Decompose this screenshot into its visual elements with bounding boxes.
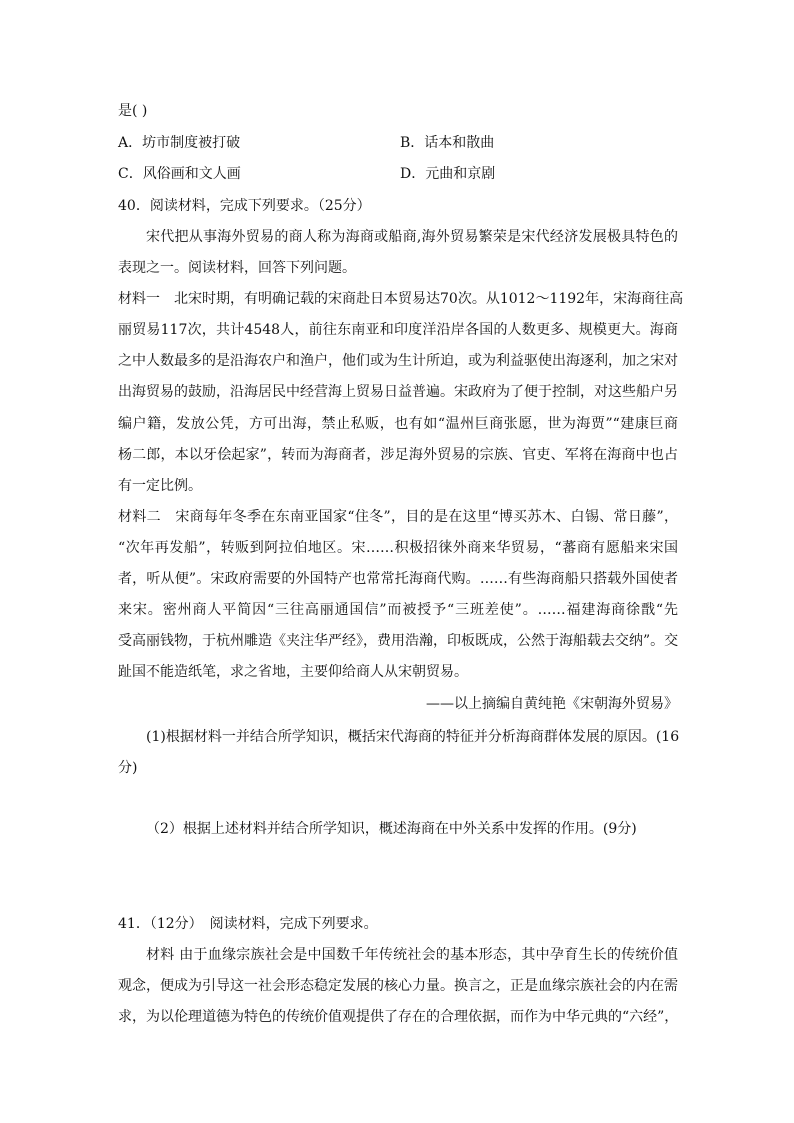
q40-intro-line-1: 宋代把从事海外贸易的商人称为海商或船商,海外贸易繁荣是宋代经济发展极具特色的 bbox=[146, 229, 678, 245]
q40-material1-line-5: 编户籍，发放公凭，方可出海，禁止私贩，也有如“温州巨商张愿，世为海贾”“建康巨商 bbox=[118, 416, 678, 432]
q41-material-line-2: 观念，便成为引导这一社会形态稳定发展的核心力量。换言之，正是血缘宗族社会的内在需 bbox=[118, 978, 678, 994]
q39-option-a: A．坊市制度被打破 bbox=[118, 135, 241, 151]
q41-material-line-1: 材料 由于血缘宗族社会是中国数千年传统社会的基本形态，其中孕育生长的传统价值 bbox=[146, 947, 678, 963]
q40-material2-line-1: 材料二 宋商每年冬季在东南亚国家“住冬”，目的是在这里“博买苏木、白锡、常日藤”， bbox=[118, 509, 678, 525]
q40-material1-line-3: 之中人数最多的是沿海农户和渔户，他们或为生计所迫，或为利益驱使出海逐利，加之宋对 bbox=[118, 353, 678, 369]
q40-material1-line-7: 有一定比例。 bbox=[118, 478, 202, 494]
q40-citation: ——以上摘编自黄纯艳《宋朝海外贸易》 bbox=[426, 696, 678, 712]
q41-material-line-3: 求，为以伦理道德为特色的传统价值观提供了存在的合理依据，而作为中华元典的“六经”， bbox=[118, 1009, 679, 1025]
q40-material2-line-4: 来宋。密州商人平简因“三往高丽通国信”而被授予“三班差使”。……福建海商徐戬“先 bbox=[118, 602, 678, 618]
q40-intro-line-2: 表现之一。阅读材料，回答下列问题。 bbox=[118, 260, 356, 276]
q40-sub1-line-1: (1)根据材料一并结合所学知识，概括宋代海商的特征并分析海商群体发展的原因。(16 bbox=[146, 729, 680, 745]
q40-sub2: （2）根据上述材料并结合所学知识，概述海商在中外关系中发挥的作用。(9分) bbox=[146, 821, 637, 837]
q40-material1-line-1: 材料一 北宋时期，有明确记载的宋商赴日本贸易达70次。从1012～1192年，宋海商往高 bbox=[118, 291, 684, 307]
q40-material1-line-4: 出海贸易的鼓励，沿海居民中经营海上贸易日益普遍。宋政府为了便于控制，对这些船户另 bbox=[118, 384, 678, 400]
q41-header: 41．（12分） 阅读材料，完成下列要求。 bbox=[118, 916, 378, 932]
q40-material1-line-6: 杨二郎，本以牙侩起家”，转而为海商者，涉足海外贸易的宗族、官吏、军将在海商中也占 bbox=[118, 447, 678, 463]
q40-material2-line-6: 趾国不能造纸笔，求之省地，主要仰给商人从宋朝贸易。 bbox=[118, 664, 468, 680]
q40-sub1-line-2: 分) bbox=[118, 760, 138, 776]
q39-stem-tail: 是( ) bbox=[118, 103, 148, 119]
q40-header: 40．阅读材料，完成下列要求。（25分） bbox=[118, 198, 371, 214]
q39-option-c: C．风俗画和文人画 bbox=[118, 166, 241, 182]
q40-material2-line-2: “次年再发船”，转贩到阿拉伯地区。宋……积极招徕外商来华贸易，“蕃商有愿船来宋国 bbox=[118, 540, 678, 556]
q40-material2-line-5: 受高丽钱物，于杭州雕造《夹注华严经》，费用浩瀚，印板既成，公然于海船载去交纳”。交 bbox=[118, 633, 679, 649]
q39-option-b: B．话本和散曲 bbox=[400, 135, 495, 151]
q39-option-d: D．元曲和京剧 bbox=[400, 166, 496, 182]
q40-material1-line-2: 丽贸易117次，共计4548人，前往东南亚和印度洋沿岸各国的人数更多、规模更大。海商 bbox=[118, 322, 678, 338]
q40-material2-line-3: 者，听从便”。宋政府需要的外国特产也常常托海商代购。……有些海商船只搭载外国使者 bbox=[118, 571, 678, 587]
